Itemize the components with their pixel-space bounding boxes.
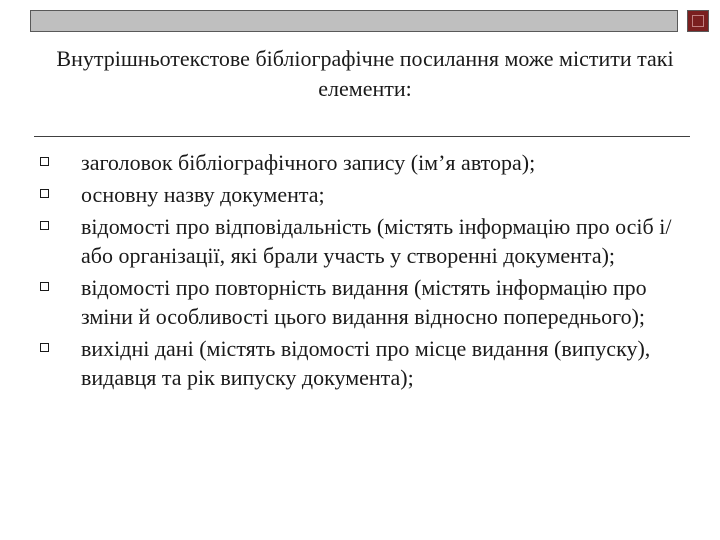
list-item-text: вихідні дані (містять відомості про місце видання (випуску), видавця та рік випуску документа); <box>81 336 651 390</box>
slide-title: Внутрішньотекстове бібліографічне посилання може містити такі елементи: <box>56 46 674 101</box>
hollow-square-bullet-icon <box>40 343 49 352</box>
hollow-square-bullet-icon <box>40 189 49 198</box>
list-item <box>40 273 680 331</box>
hollow-square-bullet-icon <box>40 157 49 166</box>
accent-square-inner <box>692 15 704 27</box>
list-item <box>40 148 680 177</box>
hollow-square-bullet-icon <box>40 282 49 291</box>
list-item-text: відомості про повторність видання (містять інформацію про зміни й особливості цього видання відносно попереднього); <box>81 275 647 329</box>
list-item <box>40 334 680 392</box>
list-item-text: відомості про відповідальність (містять інформацію про осіб і/або організації, які брали участь у створенні документа); <box>81 214 672 268</box>
hollow-square-bullet-icon <box>40 221 49 230</box>
list-item <box>40 180 680 209</box>
title-divider <box>34 136 690 137</box>
list-item-text: заголовок бібліографічного запису (ім’я автора); <box>81 150 536 175</box>
list-item-text: основну назву документа; <box>81 182 325 207</box>
bullet-list <box>40 148 680 395</box>
accent-square-icon <box>687 10 709 32</box>
list-item <box>40 212 680 270</box>
header-bar <box>30 10 678 32</box>
